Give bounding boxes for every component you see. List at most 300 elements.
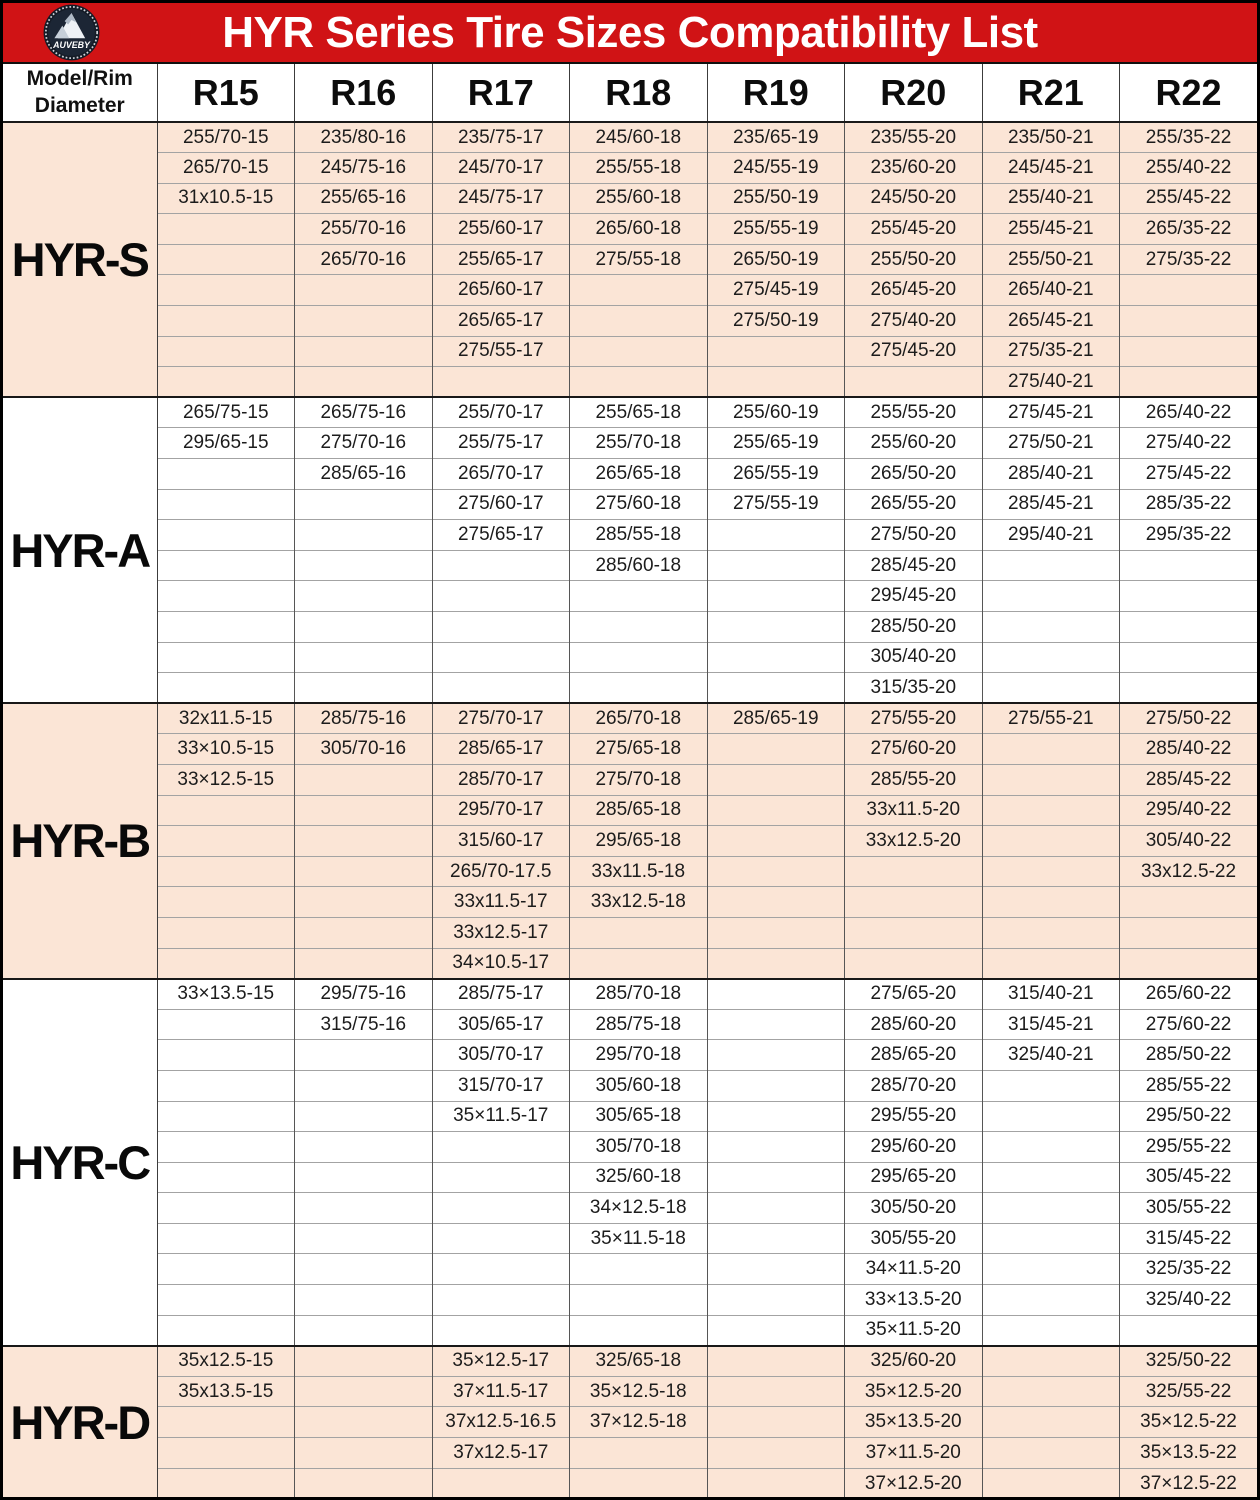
tire-size-cell: 325/50-22 bbox=[1120, 1346, 1258, 1377]
tire-size-cell: 265/65-17 bbox=[432, 306, 570, 337]
tire-size-cell: 285/55-18 bbox=[570, 520, 708, 551]
empty-cell bbox=[295, 917, 433, 948]
empty-cell bbox=[295, 612, 433, 643]
corner-line2: Diameter bbox=[34, 93, 125, 117]
empty-cell bbox=[982, 1162, 1120, 1193]
column-header-r16: R16 bbox=[295, 64, 433, 122]
column-header-r21: R21 bbox=[982, 64, 1120, 122]
tire-size-cell: 255/40-21 bbox=[982, 183, 1120, 214]
tire-size-cell: 255/75-17 bbox=[432, 428, 570, 459]
empty-cell bbox=[982, 1315, 1120, 1346]
tire-size-cell: 285/75-16 bbox=[295, 703, 433, 734]
tire-size-cell: 285/55-20 bbox=[845, 764, 983, 795]
empty-cell bbox=[982, 1376, 1120, 1407]
empty-cell bbox=[157, 1254, 295, 1285]
empty-cell bbox=[157, 1132, 295, 1163]
empty-cell bbox=[157, 1070, 295, 1101]
empty-cell bbox=[982, 642, 1120, 673]
tire-size-cell: 255/45-22 bbox=[1120, 183, 1258, 214]
empty-cell bbox=[982, 887, 1120, 918]
empty-cell bbox=[295, 1315, 433, 1346]
tire-size-cell: 255/60-19 bbox=[707, 397, 845, 428]
empty-cell bbox=[157, 520, 295, 551]
tire-size-cell: 255/70-17 bbox=[432, 397, 570, 428]
tire-size-cell: 245/50-20 bbox=[845, 183, 983, 214]
empty-cell bbox=[295, 795, 433, 826]
empty-cell bbox=[707, 1346, 845, 1377]
empty-cell bbox=[570, 367, 708, 398]
tire-size-cell: 295/65-20 bbox=[845, 1162, 983, 1193]
empty-cell bbox=[157, 306, 295, 337]
empty-cell bbox=[707, 1101, 845, 1132]
empty-cell bbox=[707, 887, 845, 918]
tire-size-cell: 35×12.5-17 bbox=[432, 1346, 570, 1377]
tire-size-cell: 275/40-20 bbox=[845, 306, 983, 337]
empty-cell bbox=[295, 1254, 433, 1285]
tire-size-cell: 275/60-18 bbox=[570, 489, 708, 520]
tire-size-cell: 275/40-21 bbox=[982, 367, 1120, 398]
empty-cell bbox=[707, 1315, 845, 1346]
tire-size-cell: 285/70-20 bbox=[845, 1070, 983, 1101]
tire-size-cell: 305/70-17 bbox=[432, 1040, 570, 1071]
tire-size-cell: 33×13.5-15 bbox=[157, 979, 295, 1010]
tire-size-cell: 285/35-22 bbox=[1120, 489, 1258, 520]
tire-size-cell: 33x11.5-17 bbox=[432, 887, 570, 918]
tire-size-cell: 295/40-22 bbox=[1120, 795, 1258, 826]
empty-cell bbox=[570, 612, 708, 643]
empty-cell bbox=[982, 550, 1120, 581]
empty-cell bbox=[157, 1315, 295, 1346]
tire-size-cell: 275/45-22 bbox=[1120, 459, 1258, 490]
empty-cell bbox=[982, 1346, 1120, 1377]
empty-cell bbox=[1120, 642, 1258, 673]
empty-cell bbox=[432, 1132, 570, 1163]
tire-size-cell: 33×12.5-15 bbox=[157, 764, 295, 795]
empty-cell bbox=[570, 1285, 708, 1316]
tire-size-cell: 285/65-19 bbox=[707, 703, 845, 734]
tire-size-cell: 265/75-15 bbox=[157, 397, 295, 428]
tire-size-cell: 285/45-21 bbox=[982, 489, 1120, 520]
tire-size-cell: 255/70-16 bbox=[295, 214, 433, 245]
tire-size-cell: 285/60-18 bbox=[570, 550, 708, 581]
tire-size-cell: 275/55-19 bbox=[707, 489, 845, 520]
empty-cell bbox=[157, 642, 295, 673]
empty-cell bbox=[707, 1193, 845, 1224]
empty-cell bbox=[1120, 917, 1258, 948]
empty-cell bbox=[982, 1407, 1120, 1438]
empty-cell bbox=[295, 1285, 433, 1316]
empty-cell bbox=[707, 1223, 845, 1254]
empty-cell bbox=[707, 367, 845, 398]
empty-cell bbox=[707, 642, 845, 673]
empty-cell bbox=[295, 1346, 433, 1377]
tire-size-cell: 295/70-18 bbox=[570, 1040, 708, 1071]
empty-cell bbox=[157, 1438, 295, 1469]
tire-size-cell: 275/50-22 bbox=[1120, 703, 1258, 734]
tire-size-cell: 285/65-16 bbox=[295, 459, 433, 490]
empty-cell bbox=[295, 887, 433, 918]
empty-cell bbox=[982, 795, 1120, 826]
empty-cell bbox=[707, 826, 845, 857]
model-cell-hyr-d: HYR-D bbox=[3, 1346, 157, 1499]
empty-cell bbox=[845, 856, 983, 887]
empty-cell bbox=[570, 581, 708, 612]
empty-cell bbox=[570, 336, 708, 367]
empty-cell bbox=[982, 1438, 1120, 1469]
empty-cell bbox=[295, 764, 433, 795]
empty-cell bbox=[1120, 336, 1258, 367]
tire-size-cell: 325/55-22 bbox=[1120, 1376, 1258, 1407]
tire-size-cell: 275/55-17 bbox=[432, 336, 570, 367]
tire-size-cell: 295/55-22 bbox=[1120, 1132, 1258, 1163]
empty-cell bbox=[295, 306, 433, 337]
tire-size-cell: 265/50-19 bbox=[707, 244, 845, 275]
empty-cell bbox=[432, 1315, 570, 1346]
tire-size-cell: 305/70-16 bbox=[295, 734, 433, 765]
tire-size-cell: 325/60-20 bbox=[845, 1346, 983, 1377]
empty-cell bbox=[157, 214, 295, 245]
empty-cell bbox=[570, 1438, 708, 1469]
empty-cell bbox=[570, 275, 708, 306]
tire-size-cell: 33x12.5-20 bbox=[845, 826, 983, 857]
tire-size-cell: 275/40-22 bbox=[1120, 428, 1258, 459]
empty-cell bbox=[982, 1070, 1120, 1101]
tire-size-cell: 285/45-22 bbox=[1120, 764, 1258, 795]
tire-size-cell: 235/55-20 bbox=[845, 122, 983, 153]
empty-cell bbox=[295, 826, 433, 857]
empty-cell bbox=[982, 1101, 1120, 1132]
tire-size-cell: 295/55-20 bbox=[845, 1101, 983, 1132]
empty-cell bbox=[570, 1315, 708, 1346]
model-cell-hyr-a: HYR-A bbox=[3, 397, 157, 703]
empty-cell bbox=[982, 826, 1120, 857]
empty-cell bbox=[1120, 612, 1258, 643]
empty-cell bbox=[982, 917, 1120, 948]
tire-size-cell: 245/60-18 bbox=[570, 122, 708, 153]
empty-cell bbox=[707, 1407, 845, 1438]
empty-cell bbox=[157, 459, 295, 490]
tire-size-cell: 325/60-18 bbox=[570, 1162, 708, 1193]
empty-cell bbox=[157, 1009, 295, 1040]
tire-size-cell: 37x12.5-17 bbox=[432, 1438, 570, 1469]
empty-cell bbox=[982, 673, 1120, 704]
tire-size-cell: 35x12.5-15 bbox=[157, 1346, 295, 1377]
tire-size-cell: 34×11.5-20 bbox=[845, 1254, 983, 1285]
tire-size-cell: 275/70-18 bbox=[570, 764, 708, 795]
tire-size-cell: 265/70-16 bbox=[295, 244, 433, 275]
tire-size-cell: 245/75-16 bbox=[295, 153, 433, 184]
tire-size-cell: 255/50-21 bbox=[982, 244, 1120, 275]
empty-cell bbox=[157, 489, 295, 520]
tire-size-cell: 245/45-21 bbox=[982, 153, 1120, 184]
empty-cell bbox=[707, 764, 845, 795]
empty-cell bbox=[157, 1407, 295, 1438]
empty-cell bbox=[295, 642, 433, 673]
tire-size-cell: 275/50-21 bbox=[982, 428, 1120, 459]
empty-cell bbox=[707, 856, 845, 887]
model-cell-hyr-s: HYR-S bbox=[3, 122, 157, 397]
tire-size-cell: 235/50-21 bbox=[982, 122, 1120, 153]
tire-size-cell: 305/55-22 bbox=[1120, 1193, 1258, 1224]
empty-cell bbox=[982, 581, 1120, 612]
page-title: HYR Series Tire Sizes Compatibility List bbox=[222, 7, 1038, 57]
empty-cell bbox=[982, 1254, 1120, 1285]
tire-size-cell: 275/50-20 bbox=[845, 520, 983, 551]
tire-size-cell: 32x11.5-15 bbox=[157, 703, 295, 734]
empty-cell bbox=[707, 1070, 845, 1101]
tire-size-cell: 265/50-20 bbox=[845, 459, 983, 490]
tire-size-cell: 295/40-21 bbox=[982, 520, 1120, 551]
empty-cell bbox=[845, 367, 983, 398]
tire-size-cell: 285/75-17 bbox=[432, 979, 570, 1010]
tire-size-cell: 35×13.5-20 bbox=[845, 1407, 983, 1438]
empty-cell bbox=[570, 1254, 708, 1285]
tire-size-cell: 295/45-20 bbox=[845, 581, 983, 612]
tire-size-cell: 37×12.5-18 bbox=[570, 1407, 708, 1438]
title-banner bbox=[3, 3, 1257, 64]
column-header-r17: R17 bbox=[432, 64, 570, 122]
empty-cell bbox=[570, 642, 708, 673]
tire-size-cell: 33×13.5-20 bbox=[845, 1285, 983, 1316]
tire-size-cell: 305/70-18 bbox=[570, 1132, 708, 1163]
tire-size-cell: 325/40-21 bbox=[982, 1040, 1120, 1071]
empty-cell bbox=[157, 612, 295, 643]
empty-cell bbox=[1120, 887, 1258, 918]
tire-size-cell: 35×13.5-22 bbox=[1120, 1438, 1258, 1469]
tire-size-cell: 33x11.5-20 bbox=[845, 795, 983, 826]
empty-cell bbox=[295, 520, 433, 551]
empty-cell bbox=[570, 306, 708, 337]
empty-cell bbox=[295, 673, 433, 704]
empty-cell bbox=[1120, 948, 1258, 979]
empty-cell bbox=[157, 336, 295, 367]
tire-size-cell: 35×11.5-18 bbox=[570, 1223, 708, 1254]
tire-size-cell: 285/50-20 bbox=[845, 612, 983, 643]
tire-size-cell: 275/45-20 bbox=[845, 336, 983, 367]
empty-cell bbox=[707, 336, 845, 367]
empty-cell bbox=[1120, 673, 1258, 704]
tire-size-cell: 265/70-17 bbox=[432, 459, 570, 490]
empty-cell bbox=[432, 612, 570, 643]
empty-cell bbox=[570, 948, 708, 979]
tire-size-cell: 265/70-15 bbox=[157, 153, 295, 184]
empty-cell bbox=[295, 1468, 433, 1499]
empty-cell bbox=[982, 1132, 1120, 1163]
tire-size-cell: 325/40-22 bbox=[1120, 1285, 1258, 1316]
tire-size-cell: 275/60-22 bbox=[1120, 1009, 1258, 1040]
tire-size-cell: 265/35-22 bbox=[1120, 214, 1258, 245]
tire-size-cell: 325/65-18 bbox=[570, 1346, 708, 1377]
empty-cell bbox=[157, 581, 295, 612]
empty-cell bbox=[845, 948, 983, 979]
empty-cell bbox=[707, 917, 845, 948]
tire-size-cell: 37x12.5-16.5 bbox=[432, 1407, 570, 1438]
tire-size-cell: 255/70-15 bbox=[157, 122, 295, 153]
tire-size-cell: 305/45-22 bbox=[1120, 1162, 1258, 1193]
empty-cell bbox=[432, 1193, 570, 1224]
empty-cell bbox=[432, 1285, 570, 1316]
tire-size-cell: 275/60-17 bbox=[432, 489, 570, 520]
empty-cell bbox=[707, 1254, 845, 1285]
empty-cell bbox=[707, 1376, 845, 1407]
column-header-r15: R15 bbox=[157, 64, 295, 122]
tire-size-cell: 255/70-18 bbox=[570, 428, 708, 459]
tire-size-cell: 37×12.5-22 bbox=[1120, 1468, 1258, 1499]
tire-size-cell: 235/80-16 bbox=[295, 122, 433, 153]
empty-cell bbox=[295, 581, 433, 612]
tire-size-cell: 295/35-22 bbox=[1120, 520, 1258, 551]
tire-size-cell: 285/65-20 bbox=[845, 1040, 983, 1071]
empty-cell bbox=[295, 1407, 433, 1438]
empty-cell bbox=[570, 917, 708, 948]
tire-size-cell: 275/65-20 bbox=[845, 979, 983, 1010]
tire-size-cell: 315/45-21 bbox=[982, 1009, 1120, 1040]
empty-cell bbox=[295, 948, 433, 979]
tire-size-cell: 305/40-20 bbox=[845, 642, 983, 673]
tire-size-cell: 285/75-18 bbox=[570, 1009, 708, 1040]
empty-cell bbox=[157, 275, 295, 306]
empty-cell bbox=[157, 367, 295, 398]
tire-size-cell: 265/60-17 bbox=[432, 275, 570, 306]
empty-cell bbox=[295, 1040, 433, 1071]
tire-size-cell: 31x10.5-15 bbox=[157, 183, 295, 214]
empty-cell bbox=[157, 887, 295, 918]
empty-cell bbox=[432, 1468, 570, 1499]
tire-size-cell: 255/50-20 bbox=[845, 244, 983, 275]
empty-cell bbox=[295, 275, 433, 306]
brand-logo-text: AUVEBY bbox=[53, 39, 90, 50]
tire-size-cell: 285/60-20 bbox=[845, 1009, 983, 1040]
tire-size-cell: 315/60-17 bbox=[432, 826, 570, 857]
empty-cell bbox=[1120, 306, 1258, 337]
tire-size-cell: 315/45-22 bbox=[1120, 1223, 1258, 1254]
tire-size-cell: 265/45-21 bbox=[982, 306, 1120, 337]
tire-size-cell: 37×11.5-20 bbox=[845, 1438, 983, 1469]
column-header-r20: R20 bbox=[845, 64, 983, 122]
tire-size-cell: 275/65-17 bbox=[432, 520, 570, 551]
empty-cell bbox=[157, 795, 295, 826]
empty-cell bbox=[432, 550, 570, 581]
tire-size-cell: 245/75-17 bbox=[432, 183, 570, 214]
empty-cell bbox=[295, 336, 433, 367]
empty-cell bbox=[707, 612, 845, 643]
tire-size-cell: 285/40-22 bbox=[1120, 734, 1258, 765]
tire-size-cell: 275/45-19 bbox=[707, 275, 845, 306]
tire-size-cell: 255/45-20 bbox=[845, 214, 983, 245]
empty-cell bbox=[570, 1468, 708, 1499]
empty-cell bbox=[157, 673, 295, 704]
tire-size-cell: 285/65-17 bbox=[432, 734, 570, 765]
tire-size-cell: 255/65-17 bbox=[432, 244, 570, 275]
empty-cell bbox=[295, 1223, 433, 1254]
tire-size-cell: 255/40-22 bbox=[1120, 153, 1258, 184]
empty-cell bbox=[295, 1132, 433, 1163]
empty-cell bbox=[157, 1223, 295, 1254]
tire-size-cell: 255/60-20 bbox=[845, 428, 983, 459]
tire-size-cell: 255/65-16 bbox=[295, 183, 433, 214]
column-header-r22: R22 bbox=[1120, 64, 1258, 122]
tire-size-cell: 265/70-17.5 bbox=[432, 856, 570, 887]
tire-size-cell: 255/50-19 bbox=[707, 183, 845, 214]
empty-cell bbox=[707, 1285, 845, 1316]
tire-size-cell: 35×11.5-20 bbox=[845, 1315, 983, 1346]
tire-size-cell: 285/50-22 bbox=[1120, 1040, 1258, 1071]
tire-size-cell: 295/60-20 bbox=[845, 1132, 983, 1163]
tire-size-cell: 37×11.5-17 bbox=[432, 1376, 570, 1407]
tire-size-cell: 255/55-20 bbox=[845, 397, 983, 428]
compatibility-table bbox=[3, 64, 1257, 1499]
empty-cell bbox=[295, 1070, 433, 1101]
empty-cell bbox=[982, 1468, 1120, 1499]
tire-size-cell: 255/60-17 bbox=[432, 214, 570, 245]
tire-size-cell: 265/45-20 bbox=[845, 275, 983, 306]
empty-cell bbox=[982, 948, 1120, 979]
tire-size-cell: 285/65-18 bbox=[570, 795, 708, 826]
tire-size-cell: 33×10.5-15 bbox=[157, 734, 295, 765]
tire-size-cell: 315/75-16 bbox=[295, 1009, 433, 1040]
tire-size-cell: 275/55-21 bbox=[982, 703, 1120, 734]
tire-size-cell: 35×12.5-20 bbox=[845, 1376, 983, 1407]
empty-cell bbox=[157, 1040, 295, 1071]
tire-size-cell: 285/40-21 bbox=[982, 459, 1120, 490]
empty-cell bbox=[295, 856, 433, 887]
tire-size-cell: 245/70-17 bbox=[432, 153, 570, 184]
empty-cell bbox=[157, 1193, 295, 1224]
empty-cell bbox=[707, 1040, 845, 1071]
tire-size-cell: 255/55-19 bbox=[707, 214, 845, 245]
empty-cell bbox=[845, 917, 983, 948]
empty-cell bbox=[570, 673, 708, 704]
tire-size-cell: 305/65-17 bbox=[432, 1009, 570, 1040]
empty-cell bbox=[432, 1254, 570, 1285]
empty-cell bbox=[157, 826, 295, 857]
empty-cell bbox=[707, 581, 845, 612]
tire-size-cell: 265/65-18 bbox=[570, 459, 708, 490]
empty-cell bbox=[295, 1438, 433, 1469]
empty-cell bbox=[707, 1162, 845, 1193]
empty-cell bbox=[295, 489, 433, 520]
tire-size-cell: 34×10.5-17 bbox=[432, 948, 570, 979]
tire-size-cell: 255/60-18 bbox=[570, 183, 708, 214]
empty-cell bbox=[707, 979, 845, 1010]
tire-size-cell: 275/60-20 bbox=[845, 734, 983, 765]
tire-size-cell: 275/70-16 bbox=[295, 428, 433, 459]
tire-size-cell: 255/65-19 bbox=[707, 428, 845, 459]
tire-size-cell: 305/50-20 bbox=[845, 1193, 983, 1224]
corner-line1: Model/Rim bbox=[26, 67, 133, 91]
empty-cell bbox=[707, 948, 845, 979]
corner-label bbox=[3, 64, 157, 122]
tire-size-cell: 265/60-22 bbox=[1120, 979, 1258, 1010]
column-header-r18: R18 bbox=[570, 64, 708, 122]
empty-cell bbox=[845, 887, 983, 918]
tire-size-cell: 35x13.5-15 bbox=[157, 1376, 295, 1407]
empty-cell bbox=[295, 1376, 433, 1407]
tire-size-cell: 275/55-20 bbox=[845, 703, 983, 734]
tire-size-cell: 285/70-17 bbox=[432, 764, 570, 795]
empty-cell bbox=[295, 1162, 433, 1193]
empty-cell bbox=[295, 1193, 433, 1224]
empty-cell bbox=[157, 1285, 295, 1316]
empty-cell bbox=[1120, 550, 1258, 581]
empty-cell bbox=[707, 734, 845, 765]
tire-size-cell: 265/60-18 bbox=[570, 214, 708, 245]
tire-size-cell: 275/35-21 bbox=[982, 336, 1120, 367]
model-cell-hyr-b: HYR-B bbox=[3, 703, 157, 978]
tire-size-cell: 315/70-17 bbox=[432, 1070, 570, 1101]
empty-cell bbox=[1120, 1315, 1258, 1346]
tire-size-cell: 33x12.5-22 bbox=[1120, 856, 1258, 887]
